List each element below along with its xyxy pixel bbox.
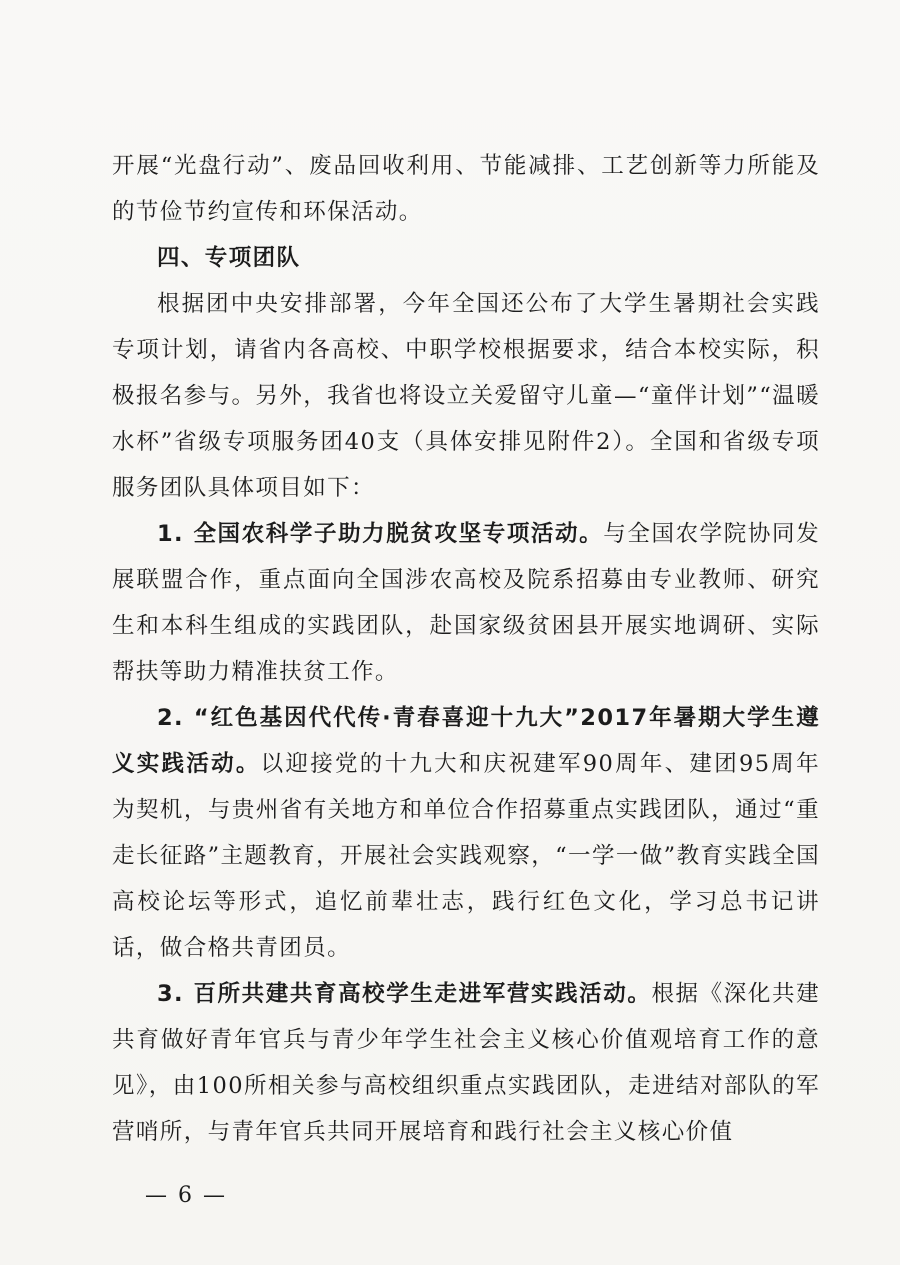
item-lead: 2. “红色基因代代传·青春喜迎十九大”2017年暑期大学生遵义实践活动。 [112,705,820,777]
paragraph-text: 开展“光盘行动”、废品回收利用、节能减排、工艺创新等力所能及的节俭节约宣传和环保活动。 [112,153,820,225]
paragraph-text: 根据团中央安排部署，今年全国还公布了大学生暑期社会实践专项计划，请省内各高校、中职学校根据要求，结合本校实际，积极报名参与。另外，我省也将设立关爱留守儿童—“童伴计划”“温暖水杯”省级专项服务团40支（具体安排见附件2）。全国和省级专项服务团队具体项目如下： [112,291,820,501]
item-text: 根据《深化共建共育做好青年官兵与青少年学生社会主义核心价值观培育工作的意见》，由100所相关参与高校组织重点实践团队，走进结对部队的军营哨所，与青年官兵共同开展培育和践行社会主义核心价值 [112,981,820,1145]
item-paragraph-3 [112,971,820,1155]
item-text: 与全国农学院协同发展联盟合作，重点面向全国涉农高校及院系招募由专业教师、研究生和本科生组成的实践团队，赴国家级贫困县开展实地调研、实际帮扶等助力精准扶贫工作。 [112,521,820,685]
section-heading [112,235,820,281]
page-number: — 6 — [145,1183,227,1208]
item-paragraph-1 [112,511,820,695]
item-lead: 3. 百所共建共育高校学生走进军营实践活动。 [157,981,652,1007]
item-lead: 1. 全国农科学子助力脱贫攻坚专项活动。 [157,521,604,547]
body-paragraph [112,281,820,511]
item-paragraph-2 [112,695,820,971]
item-text: 以迎接党的十九大和庆祝建军90周年、建团95周年为契机，与贵州省有关地方和单位合作招募重点实践团队，通过“重走长征路”主题教育，开展社会实践观察，“一学一做”教育实践全国高校论坛等形式，追忆前辈壮志，践行红色文化，学习总书记讲话，做合格共青团员。 [112,751,820,961]
document-body [112,143,820,1155]
continuation-paragraph [112,143,820,235]
heading-text: 四、专项团队 [157,245,301,271]
